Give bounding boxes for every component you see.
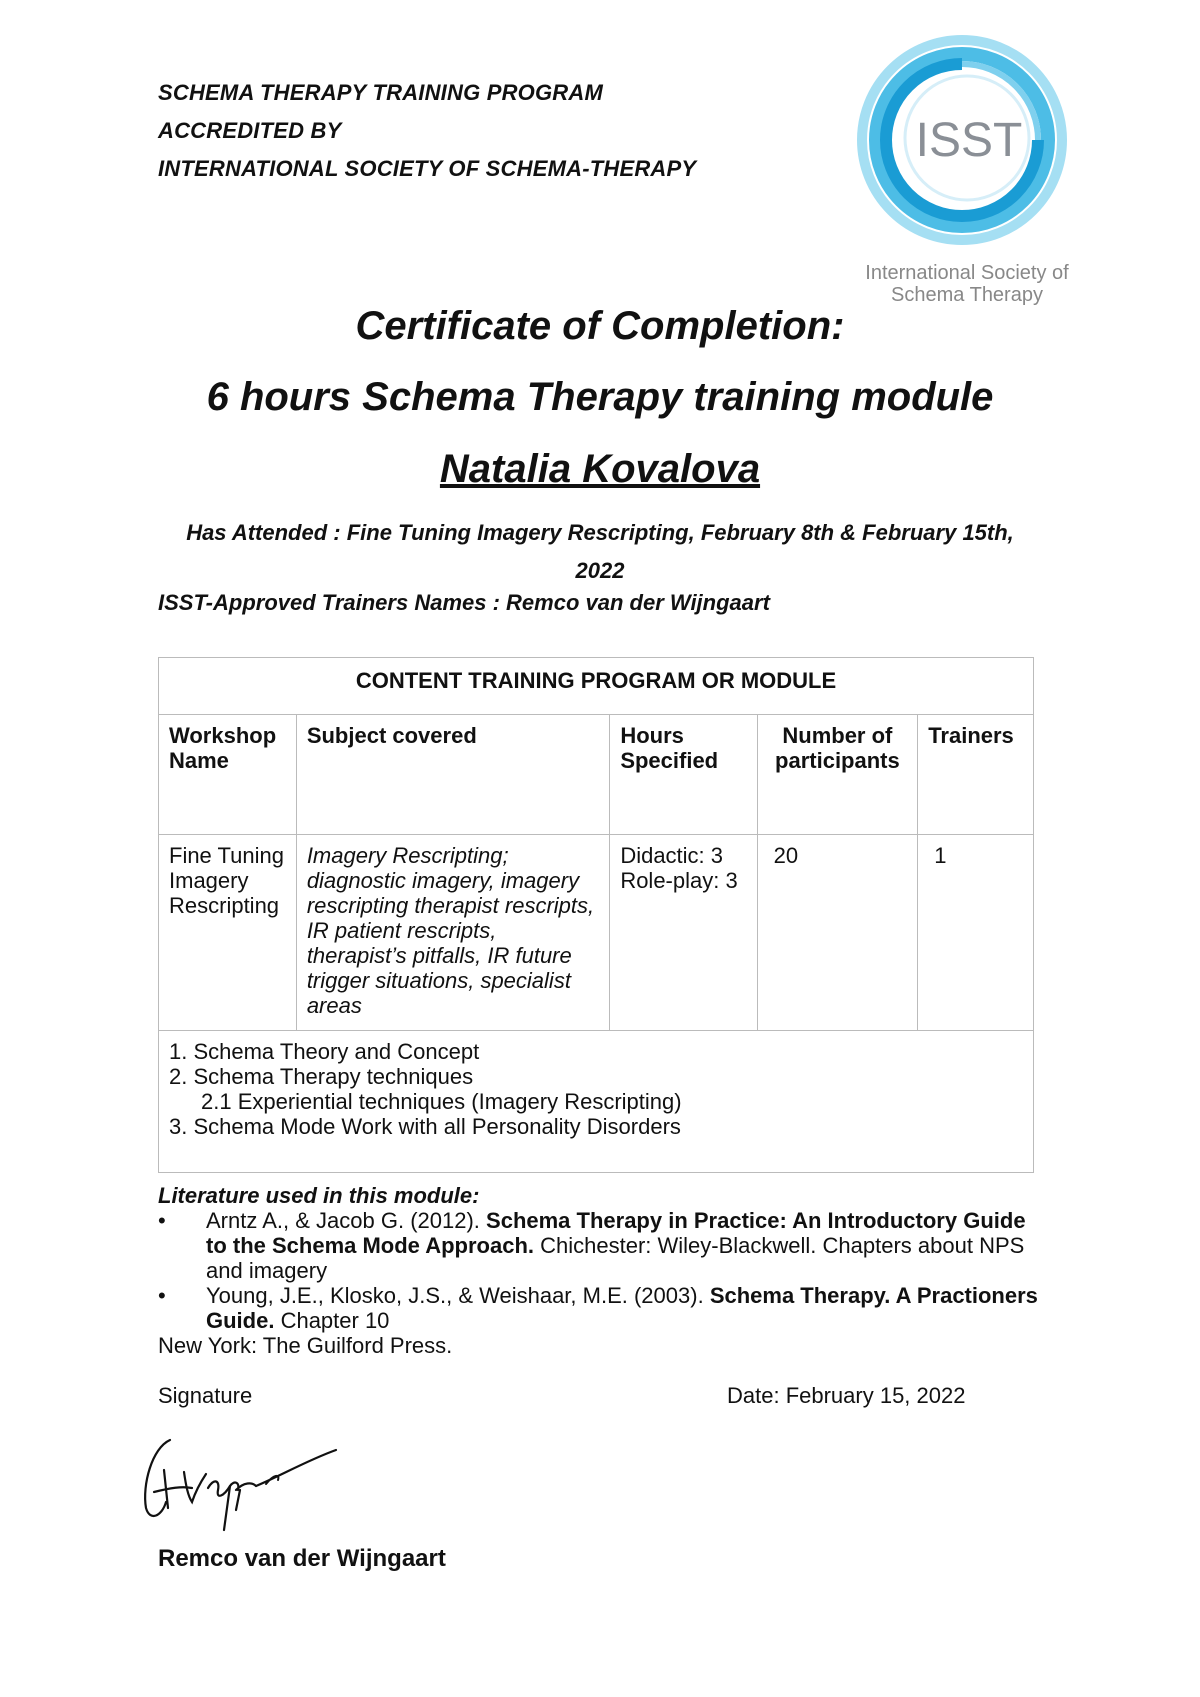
signer-name: Remco van der Wijngaart xyxy=(158,1545,446,1572)
isst-logo-rings-icon xyxy=(842,26,1092,276)
lit-suffix: Chapter 10 xyxy=(274,1308,390,1333)
hours-didactic: Didactic: 3 xyxy=(620,843,724,868)
header-subject: Subject covered xyxy=(296,715,610,835)
attended-line-1: Has Attended : Fine Tuning Imagery Rescripting, February 8th & February 15th, xyxy=(186,520,1014,545)
content-table xyxy=(158,657,1034,1173)
topic-item: 1. Schema Theory and Concept xyxy=(169,1039,480,1064)
lit-title: Schema Therapy. A Practioners Guide. xyxy=(206,1283,1038,1333)
header-trainers: Trainers xyxy=(918,715,1034,835)
bullet-icon: • xyxy=(158,1283,166,1308)
isst-logo xyxy=(842,26,1092,316)
certificate-title: Certificate of Completion: xyxy=(355,304,845,348)
table-header-row xyxy=(159,715,1034,835)
literature-item xyxy=(158,1283,1038,1333)
header-participants: Number of participants xyxy=(757,715,918,835)
cell-hours xyxy=(610,835,757,1031)
logo-name-line-2: Schema Therapy xyxy=(891,284,1043,306)
signature-image xyxy=(140,1430,350,1545)
cell-subject: Imagery Rescripting; diagnostic imagery, imagery rescripting therapist rescripts, IR patient rescripts, therapist’s pitfalls, IR future trigger situations, specialist areas xyxy=(296,835,610,1031)
recipient-name: Natalia Kovalova xyxy=(439,447,761,491)
lit-prefix: Young, J.E., Klosko, J.S., & Weishaar, M.E. (2003). xyxy=(206,1283,710,1308)
lit-suffix: Chichester: Wiley-Blackwell. Chapters about NPS and imagery xyxy=(206,1233,1025,1283)
topics-list xyxy=(159,1031,1034,1173)
header-line-2: ACCREDITED BY xyxy=(158,118,342,143)
cell-trainers: 1 xyxy=(918,835,1034,1031)
cell-workshop: Fine Tuning Imagery Rescripting xyxy=(159,835,297,1031)
lit-title: Schema Therapy in Practice: An Introductory Guide to the Schema Mode Approach. xyxy=(206,1208,1026,1258)
attended-statement xyxy=(158,514,1042,590)
header-line-3: INTERNATIONAL SOCIETY OF SCHEMA-THERAPY xyxy=(158,156,697,181)
literature-heading: Literature used in this module: xyxy=(158,1183,480,1208)
topic-item: 3. Schema Mode Work with all Personality Disorders xyxy=(169,1114,681,1139)
literature-section xyxy=(158,1183,1038,1358)
header-hours: Hours Specified xyxy=(610,715,757,835)
hours-roleplay: Role-play: 3 xyxy=(620,868,738,893)
lit-prefix: Arntz A., & Jacob G. (2012). xyxy=(206,1208,487,1233)
date-label: Date: February 15, 2022 xyxy=(727,1383,966,1408)
isst-logo-acronym: ISST xyxy=(915,114,1023,167)
literature-item xyxy=(158,1208,1038,1283)
header-workshop: Workshop Name xyxy=(159,715,297,835)
bullet-icon: • xyxy=(158,1208,166,1233)
cell-participants: 20 xyxy=(757,835,918,1031)
certificate-subtitle: 6 hours Schema Therapy training module xyxy=(206,375,994,419)
attended-line-2: 2022 xyxy=(575,558,625,583)
trainers-line: ISST-Approved Trainers Names : Remco van der Wijngaart xyxy=(158,590,770,615)
topic-item: 2. Schema Therapy techniques xyxy=(169,1064,474,1089)
table-title: CONTENT TRAINING PROGRAM OR MODULE xyxy=(159,658,1034,715)
topic-item: 2.1 Experiential techniques (Imagery Rescripting) xyxy=(201,1089,682,1114)
logo-name-line-1: International Society of xyxy=(865,262,1069,284)
literature-footer: New York: The Guilford Press. xyxy=(158,1333,453,1358)
header-line-1: SCHEMA THERAPY TRAINING PROGRAM xyxy=(158,80,603,105)
table-row xyxy=(159,835,1034,1031)
signature-label: Signature xyxy=(158,1383,253,1408)
